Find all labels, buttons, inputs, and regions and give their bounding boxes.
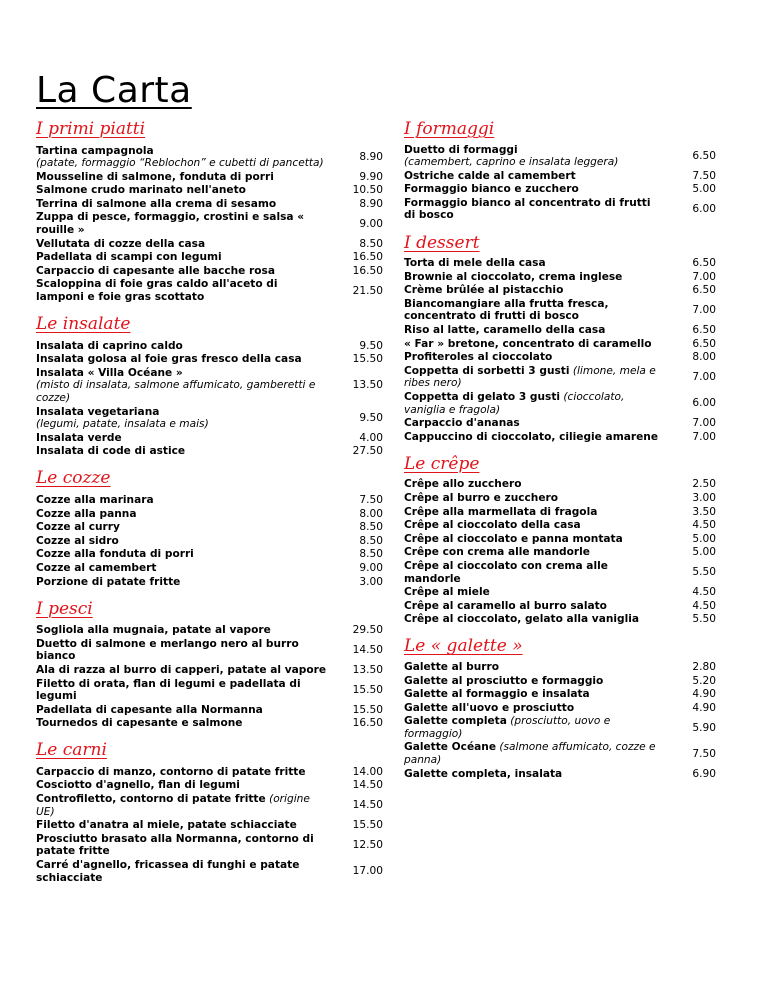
menu-item	[36, 507, 383, 521]
item-price: 5.50	[692, 613, 716, 626]
menu-item	[36, 445, 383, 459]
item-price: 16.50	[352, 717, 383, 730]
item-name: Crêpe al cioccolato, gelato alla vaniglia	[404, 613, 640, 626]
menu-item	[404, 688, 716, 702]
item-price: 27.50	[352, 445, 383, 458]
item-price: 5.20	[692, 674, 716, 687]
item-name: Insalata vegetariana	[36, 405, 160, 418]
menu-item	[404, 284, 716, 298]
menu-item	[404, 519, 716, 533]
section-i-formaggi	[404, 118, 716, 223]
menu-item	[36, 819, 383, 833]
menu-item	[404, 478, 716, 492]
menu-item	[36, 548, 383, 562]
menu-item	[36, 366, 383, 405]
menu-item	[36, 534, 383, 548]
item-name: Salmone crudo marinato nell'aneto	[36, 184, 246, 197]
item-price: 9.00	[359, 217, 383, 230]
item-note: (limone, mela e ribes nero)	[404, 364, 656, 390]
menu-item	[36, 779, 383, 793]
item-name: Insalata « Villa Océane »	[36, 366, 183, 379]
item-name: Carpaccio di manzo, contorno di patate fritte	[36, 765, 306, 778]
item-name: Cosciotto d'agnello, flan di legumi	[36, 779, 240, 792]
item-name: Torta di mele della casa	[404, 257, 546, 270]
item-name: Duetto di formaggi	[404, 143, 518, 156]
item-price: 8.50	[359, 534, 383, 547]
item-price: 8.50	[359, 521, 383, 534]
item-price: 2.50	[692, 478, 716, 491]
item-price: 15.50	[352, 703, 383, 716]
item-name: Cozze al camembert	[36, 561, 157, 574]
menu-item	[36, 521, 383, 535]
item-name: Cozze alla marinara	[36, 493, 154, 506]
item-name: Duetto di salmone e merlango nero al burro bianco	[36, 637, 299, 663]
menu-item	[36, 793, 383, 819]
menu-item	[404, 143, 716, 169]
item-price: 9.00	[359, 561, 383, 574]
menu-item	[36, 624, 383, 638]
menu-item	[36, 237, 383, 251]
item-name: Crêpe con crema alle mandorle	[404, 546, 590, 559]
menu-item	[404, 613, 716, 627]
item-note: (salmone affumicato, cozze e panna)	[404, 741, 656, 767]
section-title: I formaggi	[404, 119, 495, 139]
item-price: 4.90	[692, 688, 716, 701]
item-name: Galette completa	[404, 715, 507, 728]
menu-item	[36, 264, 383, 278]
item-name: Padellata di capesante alla Normanna	[36, 703, 263, 716]
menu-item	[36, 278, 383, 304]
item-name: Galette al formaggio e insalata	[404, 688, 590, 701]
item-name: Carpaccio di capesante alle bacche rosa	[36, 264, 276, 277]
section-le-carni	[36, 739, 383, 884]
item-name: Sogliola alla mugnaia, patate al vapore	[36, 624, 271, 637]
item-note: (prosciutto, uovo e formaggio)	[404, 715, 611, 740]
item-price: 13.50	[352, 379, 383, 392]
item-name: Carpaccio d'ananas	[404, 417, 520, 430]
item-name: Crêpe allo zucchero	[404, 478, 522, 491]
section-title: Le « galette »	[404, 636, 523, 657]
item-name: Cozze alla fonduta di porri	[36, 548, 194, 561]
item-name: Filetto d'anatra al miele, patate schiacciate	[36, 819, 297, 832]
item-price: 6.50	[692, 284, 716, 297]
item-price: 14.50	[352, 644, 383, 657]
item-name: Galette all'uovo e prosciutto	[404, 701, 575, 714]
item-price: 7.00	[692, 270, 716, 283]
item-price: 7.50	[692, 169, 716, 182]
menu-item	[404, 559, 716, 585]
item-price: 10.50	[352, 184, 383, 197]
item-price: 6.50	[692, 149, 716, 162]
item-price: 14.50	[352, 779, 383, 792]
section-title: I pesci	[36, 598, 93, 619]
menu-item	[36, 170, 383, 184]
item-price: 8.50	[359, 548, 383, 561]
menu-item	[36, 765, 383, 779]
menu-item	[404, 660, 716, 674]
item-price: 2.80	[692, 660, 716, 673]
item-price: 4.50	[692, 586, 716, 599]
section-title: Le crêpe	[404, 453, 480, 474]
item-note: (patate, formaggio “Reblochon” e cubetti di pancetta)	[36, 157, 324, 170]
item-name: Galette completa, insalata	[404, 767, 563, 780]
menu-item	[36, 251, 383, 265]
item-price: 8.90	[359, 150, 383, 163]
item-price: 3.50	[692, 505, 716, 518]
section-title: Le cozze	[36, 468, 111, 489]
menu-item	[404, 417, 716, 431]
item-name: Insalata verde	[36, 431, 122, 444]
item-price: 21.50	[352, 284, 383, 297]
item-price: 6.90	[692, 767, 716, 780]
menu-item	[36, 353, 383, 367]
item-name: Formaggio bianco e zucchero	[404, 183, 579, 196]
item-name: Galette Océane	[404, 741, 497, 754]
section-le-galette	[404, 635, 716, 780]
item-name: Brownie al cioccolato, crema inglese	[404, 270, 623, 283]
item-price: 3.00	[359, 575, 383, 588]
item-price: 5.00	[692, 183, 716, 196]
item-name: Ostriche calde al camembert	[404, 169, 576, 182]
item-name: Filetto di orata, flan di legumi e padellata di legumi	[36, 677, 301, 703]
item-price: 12.50	[352, 839, 383, 852]
item-price: 7.00	[692, 371, 716, 384]
menu-item	[36, 859, 383, 885]
menu-item	[36, 637, 383, 663]
item-name: Galette al burro	[404, 660, 499, 673]
item-price: 4.00	[359, 431, 383, 444]
item-price: 9.50	[359, 411, 383, 424]
item-name: Tournedos di capesante e salmone	[36, 717, 243, 730]
item-price: 4.50	[692, 519, 716, 532]
menu-item	[404, 297, 716, 323]
item-price: 6.50	[692, 257, 716, 270]
item-price: 6.50	[692, 324, 716, 337]
menu-item	[404, 270, 716, 284]
menu-item	[404, 196, 716, 222]
item-price: 6.00	[692, 397, 716, 410]
menu-item	[36, 493, 383, 507]
item-price: 14.00	[352, 765, 383, 778]
section-le-insalate	[36, 313, 383, 458]
item-note: (misto di insalata, salmone affumicato, gamberetti e cozze)	[36, 379, 316, 404]
menu-item	[404, 532, 716, 546]
item-price: 5.50	[692, 566, 716, 579]
item-price: 15.50	[352, 353, 383, 366]
menu-item	[36, 677, 383, 703]
menu-item	[36, 575, 383, 589]
menu-item	[36, 184, 383, 198]
right-column	[404, 118, 716, 790]
menu-item	[404, 430, 716, 444]
item-name: Cozze al sidro	[36, 534, 119, 547]
menu-item	[36, 197, 383, 211]
item-name: Padellata di scampi con legumi	[36, 251, 222, 264]
item-price: 7.00	[692, 304, 716, 317]
item-price: 5.90	[692, 721, 716, 734]
item-name: Insalata golosa al foie gras fresco della casa	[36, 353, 302, 366]
item-price: 7.50	[692, 747, 716, 760]
item-name: Scaloppina di foie gras caldo all'aceto di lamponi e foie gras scottato	[36, 278, 278, 304]
item-name: Zuppa di pesce, formaggio, crostini e salsa « rouille »	[36, 211, 305, 237]
menu-item	[404, 391, 716, 417]
item-price: 4.50	[692, 599, 716, 612]
menu-item	[36, 717, 383, 731]
item-name: Crêpe al caramello al burro salato	[404, 599, 607, 612]
item-note: (camembert, caprino e insalata leggera)	[404, 156, 619, 169]
item-name: Insalata di code di astice	[36, 445, 186, 458]
menu-item	[36, 431, 383, 445]
item-name: Formaggio bianco al concentrato di frutti di bosco	[404, 196, 651, 222]
item-price: 4.90	[692, 701, 716, 714]
item-name: Carré d'agnello, fricassea di funghi e patate schiacciate	[36, 859, 300, 884]
section-title: I primi piatti	[36, 119, 146, 139]
item-note: (legumi, patate, insalata e mais)	[36, 418, 209, 431]
menu-item	[404, 586, 716, 600]
item-price: 16.50	[352, 264, 383, 277]
item-price: 9.50	[359, 339, 383, 352]
menu-item	[404, 599, 716, 613]
item-price: 13.50	[352, 663, 383, 676]
item-price: 6.00	[692, 203, 716, 216]
item-name: Biancomangiare alla frutta fresca, concentrato di frutti di bosco	[404, 297, 609, 323]
menu-item	[404, 715, 716, 741]
section-le-cozze	[36, 467, 383, 588]
item-price: 7.00	[692, 430, 716, 443]
menu-item	[404, 183, 716, 197]
item-price: 8.00	[359, 507, 383, 520]
left-column	[36, 118, 383, 894]
item-name: Coppetta di gelato 3 gusti	[404, 391, 561, 403]
item-name: Prosciutto brasato alla Normanna, contorno di patate fritte	[36, 832, 314, 858]
item-name: Coppetta di sorbetti 3 gusti	[404, 364, 570, 377]
section-i-primi-piatti	[36, 118, 383, 304]
item-price: 7.00	[692, 417, 716, 430]
item-price: 6.50	[692, 337, 716, 350]
item-name: Profiteroles al cioccolato	[404, 351, 553, 364]
menu-item	[36, 211, 383, 237]
menu-item	[36, 144, 383, 170]
item-price: 8.50	[359, 237, 383, 250]
section-title: Le insalate	[36, 314, 131, 335]
item-price: 3.00	[692, 491, 716, 504]
item-name: Terrina di salmone alla crema di sesamo	[36, 197, 277, 210]
item-note: (origine UE)	[36, 793, 310, 818]
menu-item	[404, 324, 716, 338]
item-price: 5.00	[692, 532, 716, 545]
item-name: Riso al latte, caramello della casa	[404, 324, 606, 337]
menu-item	[404, 767, 716, 781]
section-title: Le carni	[36, 740, 107, 761]
menu-item	[404, 674, 716, 688]
item-name: Crêpe al miele	[404, 586, 490, 599]
menu-item	[404, 257, 716, 271]
menu-item	[36, 339, 383, 353]
menu-item	[36, 663, 383, 677]
menu-item	[404, 491, 716, 505]
menu-item	[404, 546, 716, 560]
section-i-pesci	[36, 598, 383, 731]
item-name: Crêpe al burro e zucchero	[404, 491, 559, 504]
item-note: (cioccolato, vaniglia e fragola)	[404, 391, 625, 416]
item-name: Cozze al curry	[36, 521, 120, 534]
menu-item	[36, 561, 383, 575]
item-price: 14.50	[352, 799, 383, 812]
item-price: 29.50	[352, 624, 383, 637]
item-name: Crêpe alla marmellata di fragola	[404, 505, 598, 518]
menu-item	[404, 351, 716, 365]
item-price: 15.50	[352, 819, 383, 832]
item-name: « Far » bretone, concentrato di caramello	[404, 337, 652, 350]
item-name: Porzione di patate fritte	[36, 575, 181, 588]
menu-item	[404, 169, 716, 183]
section-title: I dessert	[404, 232, 480, 253]
menu-item	[36, 832, 383, 858]
item-price: 7.50	[359, 493, 383, 506]
item-price: 8.90	[359, 197, 383, 210]
section-le-crepe	[404, 453, 716, 627]
menu-item	[404, 337, 716, 351]
menu-item	[404, 364, 716, 390]
item-price: 16.50	[352, 251, 383, 264]
menu-item	[36, 703, 383, 717]
item-name: Cozze alla panna	[36, 507, 137, 520]
item-name: Ala di razza al burro di capperi, patate al vapore	[36, 663, 327, 676]
item-name: Mousseline di salmone, fonduta di porri	[36, 170, 274, 183]
menu-item	[36, 405, 383, 431]
item-price: 8.00	[692, 351, 716, 364]
item-price: 17.00	[352, 865, 383, 878]
item-name: Crème brûlée al pistacchio	[404, 284, 564, 297]
item-name: Tartina campagnola	[36, 144, 154, 157]
item-name: Crêpe al cioccolato e panna montata	[404, 532, 623, 545]
section-i-dessert	[404, 232, 716, 444]
page-title: La Carta	[36, 70, 192, 111]
item-name: Crêpe al cioccolato con crema alle mandorle	[404, 559, 608, 585]
item-price: 5.00	[692, 546, 716, 559]
item-name: Insalata di caprino caldo	[36, 339, 183, 352]
menu-item	[404, 505, 716, 519]
item-name: Controfiletto, contorno di patate fritte	[36, 793, 266, 806]
item-price: 9.90	[359, 170, 383, 183]
item-name: Crêpe al cioccolato della casa	[404, 519, 581, 532]
item-name: Vellutata di cozze della casa	[36, 237, 206, 250]
item-name: Cappuccino di cioccolato, ciliegie amarene	[404, 430, 659, 443]
item-name: Galette al prosciutto e formaggio	[404, 674, 604, 687]
item-price: 15.50	[352, 683, 383, 696]
menu-item	[404, 741, 716, 767]
menu-item	[404, 701, 716, 715]
